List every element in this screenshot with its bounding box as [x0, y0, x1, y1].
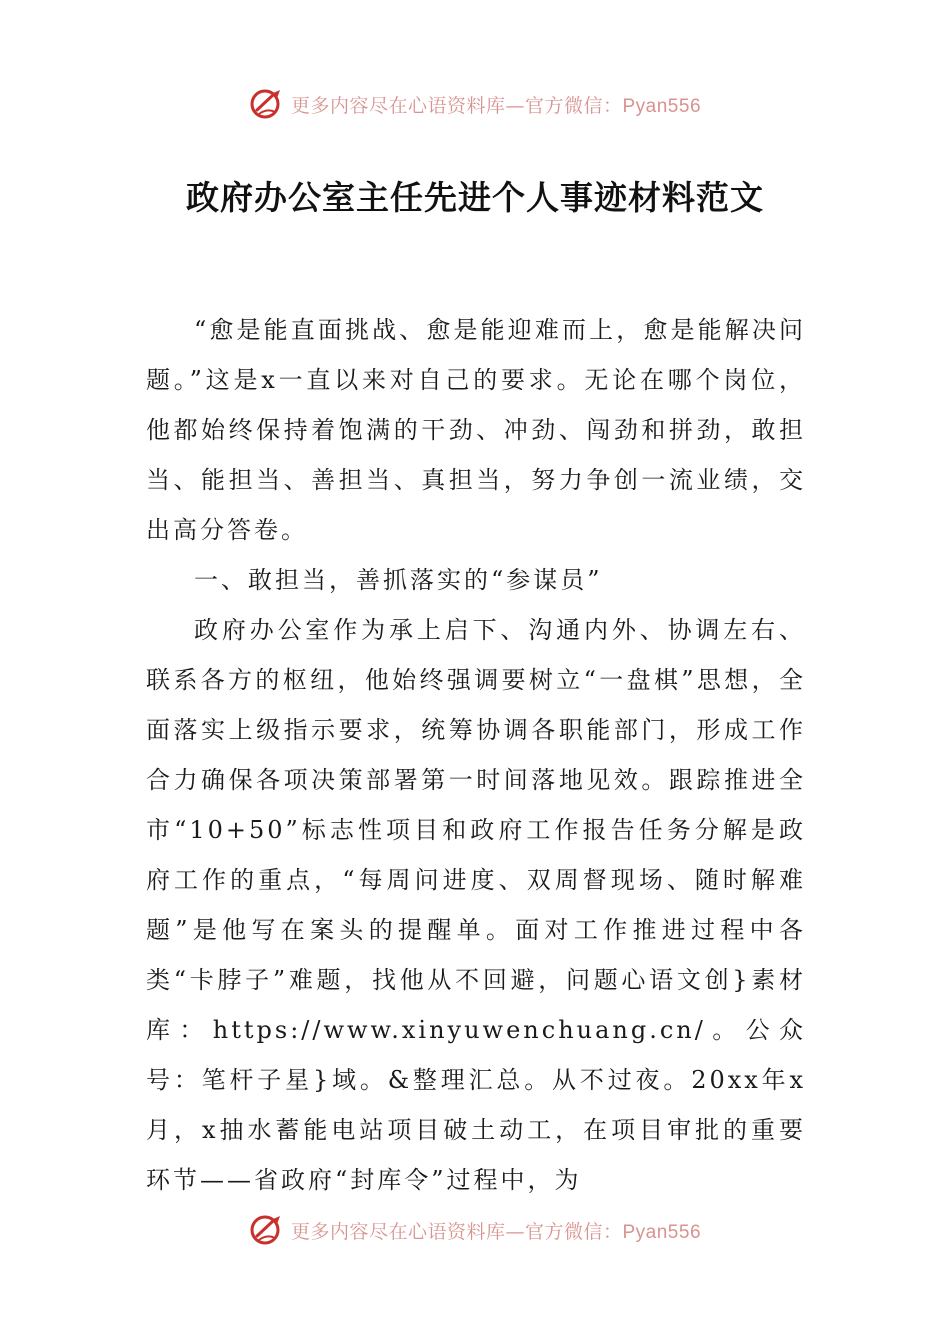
document-title: 政府办公室主任先进个人事迹材料范文 — [186, 178, 764, 217]
section-heading-1: 一、敢担当，善抓落实的“参谋员” — [194, 566, 603, 594]
watermark-header — [0, 84, 950, 124]
paragraph-section-1: 政府办公室作为承上启下、沟通内外、协调左右、联系各方的枢纽，他始终强调要树立“一盘棋”思想，全面落实上级指示要求，统筹协调各职能部门，形成工作合力确保各项决策部署第一时间落地见效。跟踪推进全市“10+50”标志性项目和政府工作报告任务分解是政府工作的重点，“每周问进度、双周督现场、随时解难题”是他写在案头的提醒单。面对工作推进过程中各类“卡脖子”难题，找他从不回避，问题心语文创}素材库：https://www.xinyuwenchuang.cn/。公众号：笔杆子星}域。&整理汇总。从不过夜。20xx年x月，x抽水蓄能电站项目破土动工，在项目审批的重要环节——省政府“封库令”过程中，为 — [146, 616, 806, 1194]
watermark-label: 官方微信： — [524, 94, 623, 117]
watermark-text — [291, 91, 701, 118]
pen-logo-icon — [249, 1212, 285, 1248]
pen-logo-icon — [249, 86, 285, 122]
watermark-footer — [0, 1210, 950, 1250]
watermark-main: 更多内容尽在心语资料库 — [290, 94, 506, 117]
watermark-id: Pyan556 — [622, 95, 702, 117]
paragraph-intro: “愈是能直面挑战、愈是能迎难而上，愈是能解决问题。”这是x一直以来对自己的要求。无论在哪个岗位，他都始终保持着饱满的干劲、冲劲、闯劲和拼劲，敢担当、能担当、善担当、真担当，努力争创一流业绩，交出高分答卷。 — [146, 316, 806, 544]
watermark-dash: — — [505, 1220, 525, 1243]
watermark-label: 官方微信： — [524, 1220, 623, 1243]
watermark-id: Pyan556 — [622, 1221, 702, 1243]
document-body — [146, 305, 806, 1205]
watermark-main: 更多内容尽在心语资料库 — [290, 1220, 506, 1243]
watermark-text — [291, 1217, 701, 1244]
watermark-dash: — — [505, 94, 525, 117]
